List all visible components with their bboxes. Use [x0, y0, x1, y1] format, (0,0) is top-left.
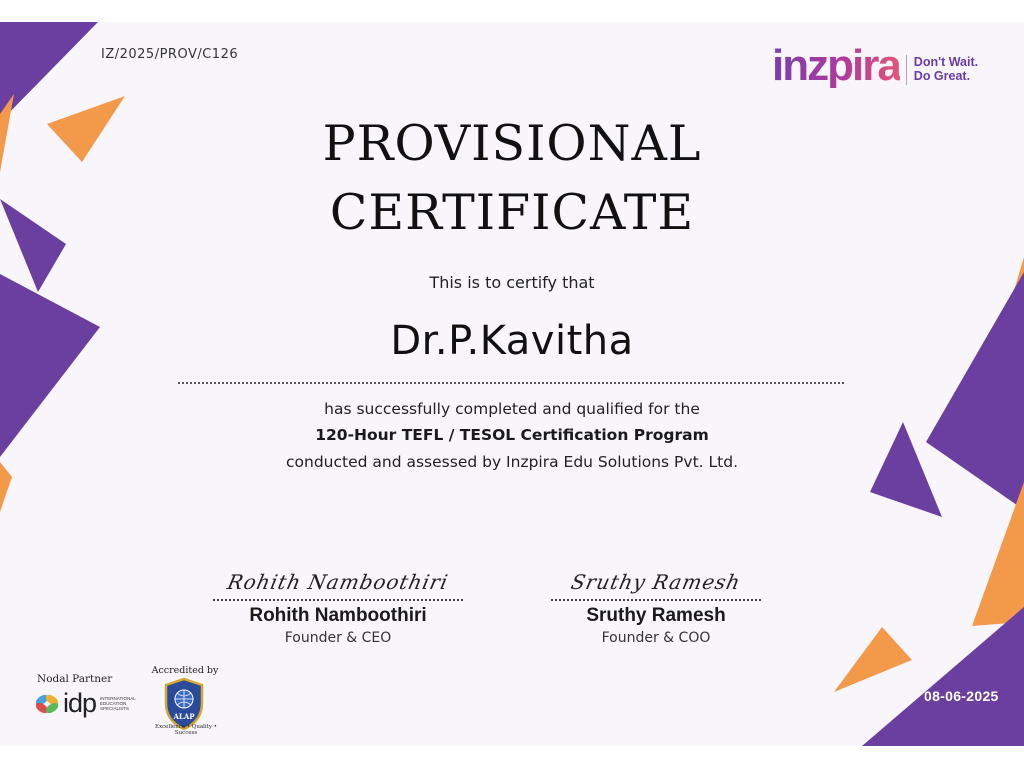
certify-text: This is to certify that: [429, 273, 595, 292]
inzpira-logo: [772, 40, 978, 100]
alap-shield-icon: [162, 677, 206, 731]
title-line1: PROVISIONAL: [322, 115, 702, 172]
idp-subtitle: INTERNATIONAL EDUCATION SPECIALISTS: [100, 695, 136, 712]
signatory-name: Sruthy Ramesh: [586, 605, 726, 626]
logo-divider: [906, 55, 907, 85]
issue-date: 08-06-2025: [924, 688, 999, 704]
purple-triangle: [926, 272, 1024, 510]
certificate: [0, 22, 1024, 746]
purple-triangle: [862, 607, 1024, 746]
completion-text: has successfully completed and qualified for the: [324, 400, 700, 418]
alap-label: ALAP: [173, 712, 195, 721]
signature: Rohith Namboothiri: [225, 570, 451, 594]
title-line2: CERTIFICATE: [329, 184, 695, 241]
signatory-name: Rohith Namboothiri: [249, 605, 427, 626]
certificate-id: IZ/2025/PROV/C126: [101, 47, 239, 62]
orange-triangle: [972, 482, 1024, 626]
signature-line: [213, 599, 463, 601]
signatory-ceo: [208, 567, 468, 646]
purple-triangle: [0, 22, 98, 122]
signature-line: [551, 599, 761, 601]
idp-logo: [34, 688, 140, 719]
signatory-role: Founder & COO: [601, 630, 711, 646]
nodal-partner-label: Nodal Partner: [37, 673, 113, 685]
signatory-coo: [526, 567, 786, 646]
recipient-name: Dr.P.Kavitha: [390, 318, 634, 364]
program-name: 120-Hour TEFL / TESOL Certification Program: [315, 426, 709, 444]
accredited-label: Accredited by: [151, 665, 219, 676]
logo-tagline-line1: Don't Wait.: [913, 55, 979, 70]
logo-tagline-line2: Do Great.: [913, 69, 971, 83]
signature: Sruthy Ramesh: [568, 570, 744, 594]
alap-tagline: Excellence • Quality • Success: [154, 724, 217, 736]
logo-tagline: [914, 56, 978, 84]
orange-triangle: [834, 627, 912, 692]
idp-flower-icon: [34, 692, 60, 716]
recipient-divider: [178, 382, 844, 384]
logo-brand: inzpira: [772, 41, 900, 90]
conducted-text: conducted and assessed by Inzpira Edu Solutions Pvt. Ltd.: [286, 453, 738, 471]
idp-wordmark: idp: [63, 688, 97, 718]
signatory-role: Founder & CEO: [284, 630, 392, 646]
